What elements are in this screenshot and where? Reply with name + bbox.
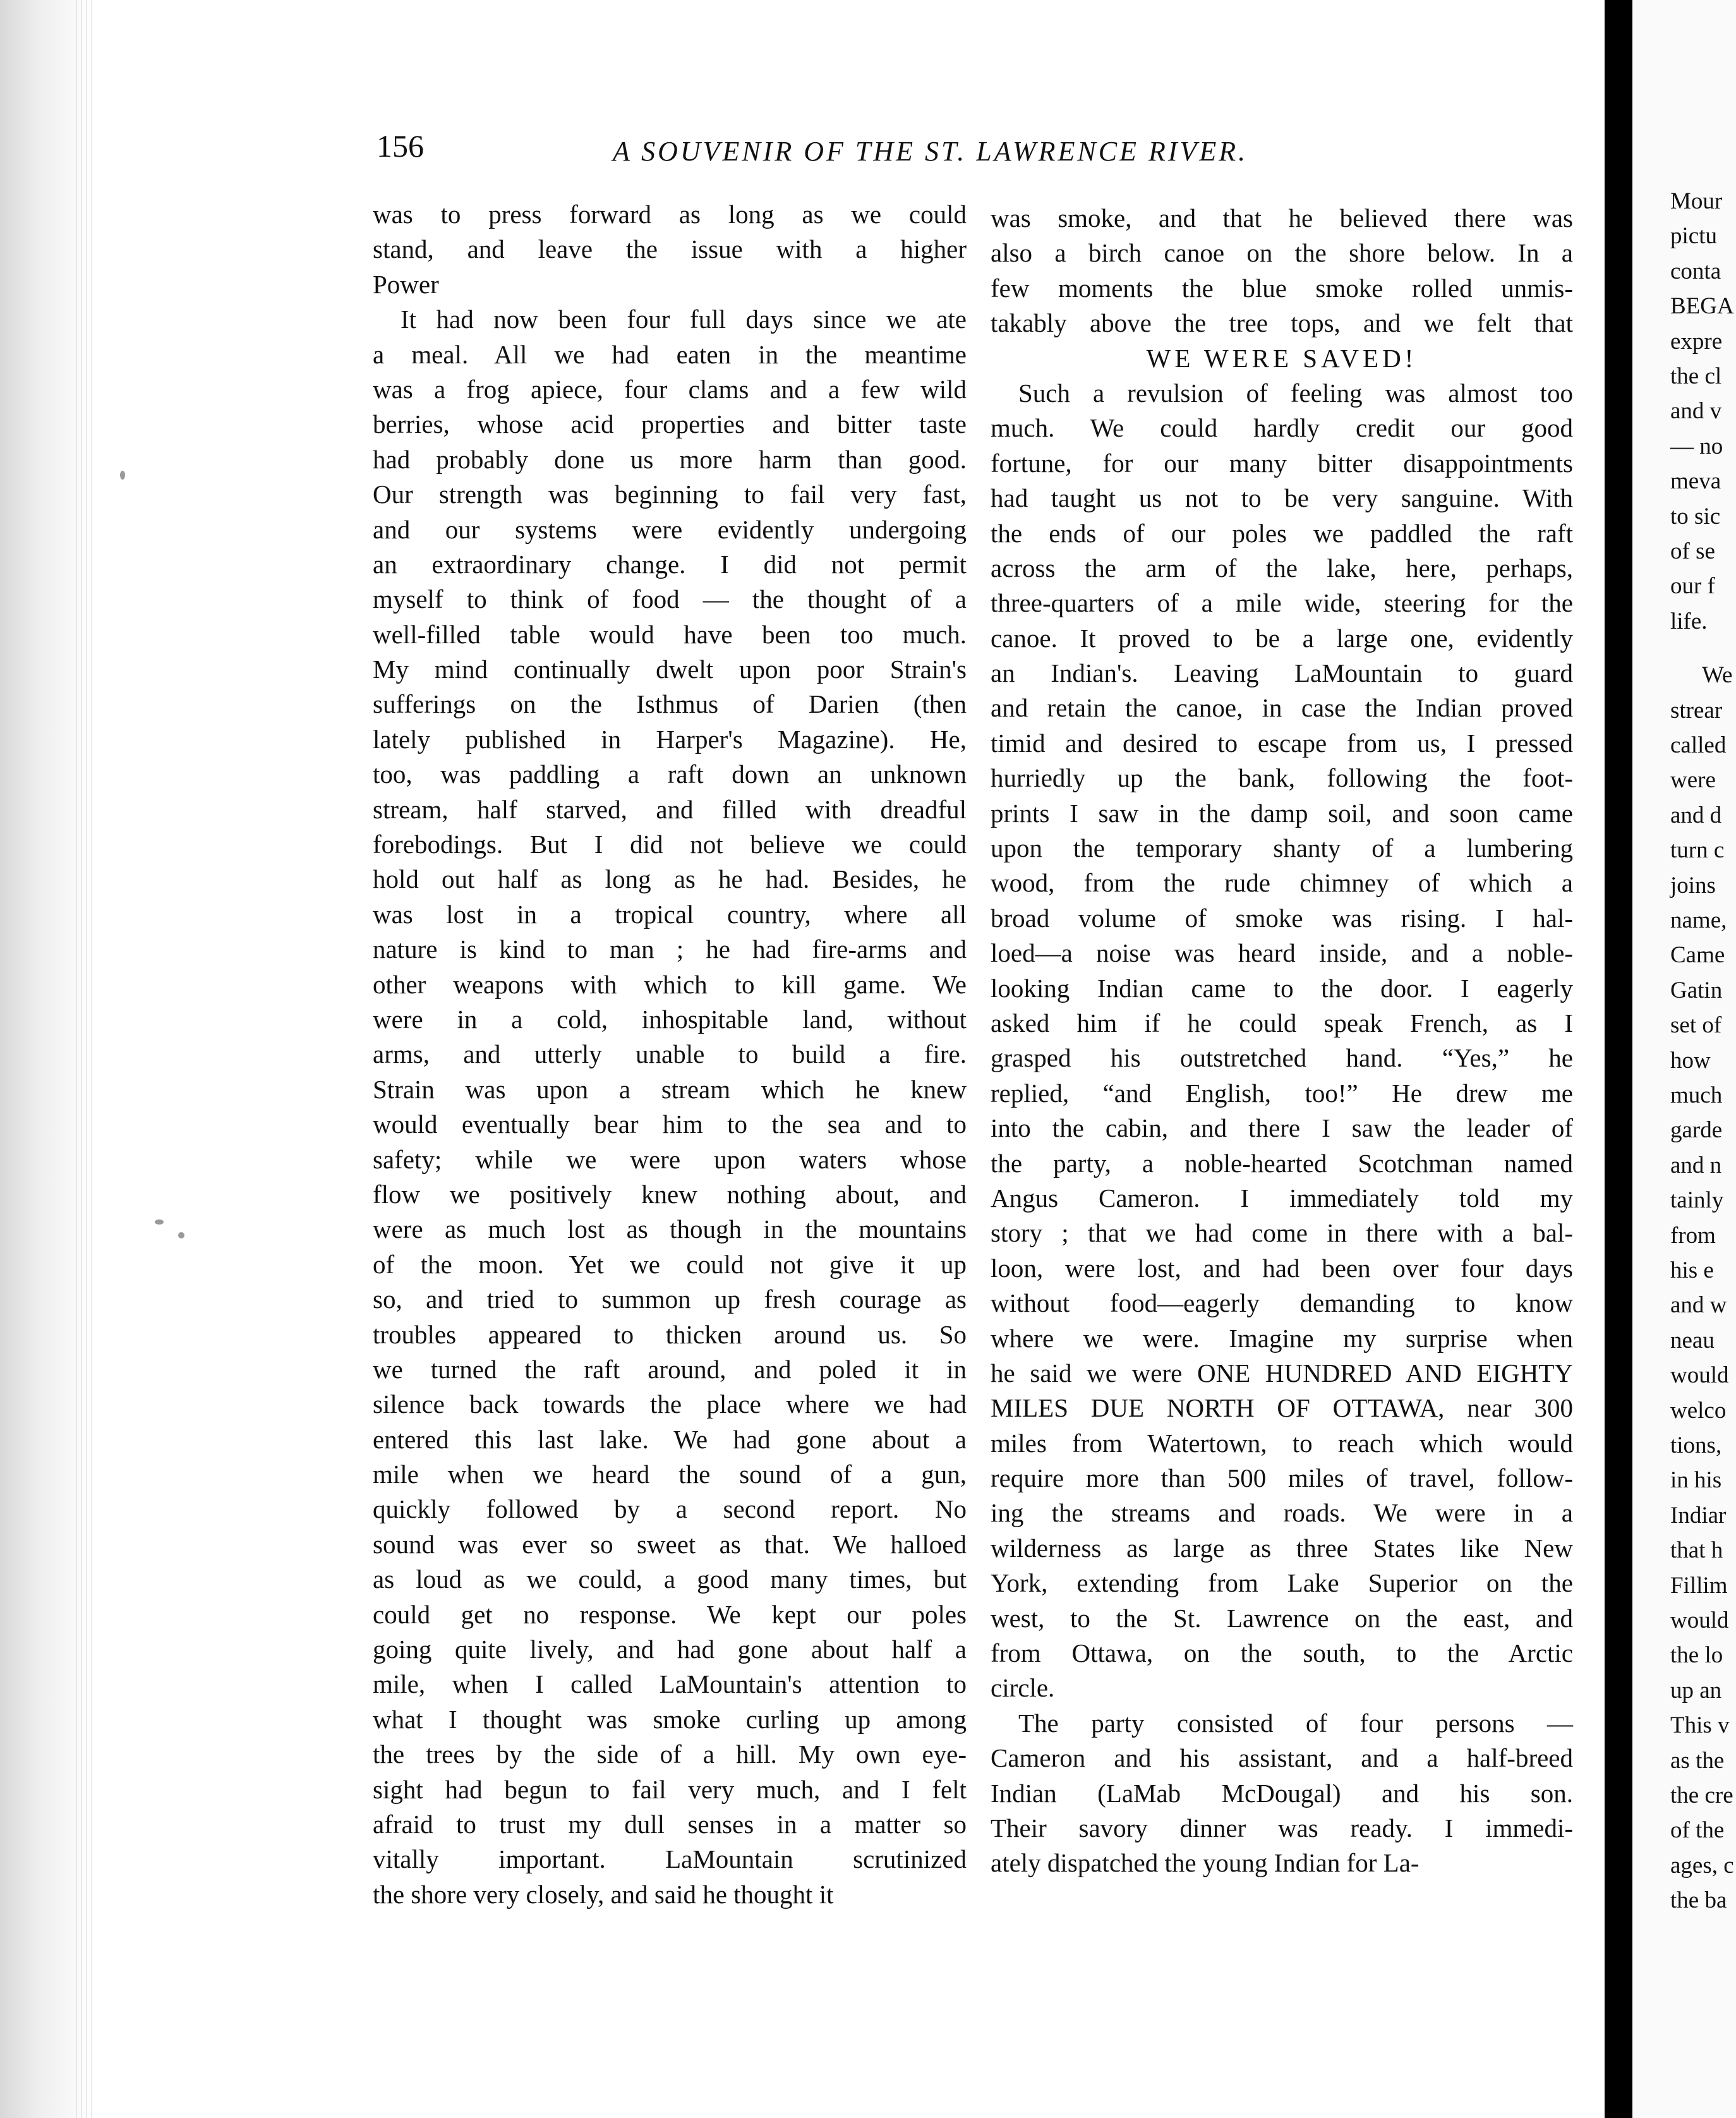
facing-page-fragment: Indiar [1670,1502,1727,1528]
text-line: York, extending from Lake Superior on the [991,1568,1573,1598]
text-line: Our strength was beginning to fail very fast, [373,480,967,509]
text-line: My mind continually dwelt upon poor Strain's [373,655,967,684]
text-line: would eventually bear him to the sea and to [373,1110,967,1139]
facing-page-fragment: the cre [1670,1782,1733,1808]
facing-page-fragment: strear [1670,697,1723,723]
facing-page-fragment: that h [1670,1537,1723,1564]
right-text-column [991,201,1573,1881]
text-line: Strain was upon a stream which he knew [373,1074,967,1104]
text-line: the shore very closely, and said he thought it [373,1879,834,1909]
facing-page-fragment: and n [1670,1152,1722,1178]
text-line: quickly followed by a second report. No [373,1494,967,1524]
text-line: an Indian's. Leaving LaMountain to guard [991,658,1573,688]
text-line: loon, were lost, and had been over four days [991,1253,1573,1283]
text-line: well-filled table would have been too much. [373,619,967,649]
text-line: and retain the canoe, in case the Indian proved [991,693,1573,723]
text-line: the trees by the side of a hill. My own eye- [373,1740,967,1769]
text-line: a meal. All we had eaten in the meantime [373,339,967,369]
facing-page-fragment: meva [1670,468,1721,495]
facing-page-fragment: to sic [1670,503,1721,530]
text-line: without food—eagerly demanding to know [991,1288,1573,1318]
text-line: MILES DUE NORTH OF OTTAWA, near 300 [991,1393,1573,1423]
facing-page-fragment: Fillim [1670,1572,1728,1599]
text-line: afraid to trust my dull senses in a matter so [373,1809,967,1839]
text-line: flow we positively knew nothing about, and [373,1179,967,1209]
text-line: we turned the raft around, and poled it in [373,1354,967,1384]
page-number: 156 [377,128,424,164]
facing-page-fragment: called [1670,732,1727,758]
text-line: wood, from the rude chimney of which a [991,868,1573,898]
text-line: myself to think of food — the thought of a [373,584,967,614]
text-line: troubles appeared to thicken around us. So [373,1319,967,1349]
text-line: miles from Watertown, to reach which would [991,1428,1573,1458]
text-line: Cameron and his assistant, and a half-breed [991,1743,1573,1773]
text-line: three-quarters of a mile wide, steering for the [991,588,1573,618]
facing-page-fragment: and w [1670,1292,1727,1319]
text-line: going quite lively, and had gone about half a [373,1635,967,1664]
facing-page-fragment: were [1670,767,1716,794]
facing-page-fragment: tainly [1670,1187,1724,1214]
page-edges [76,0,95,2118]
text-line: so, and tried to summon up fresh courage as [373,1285,967,1314]
facing-page-fragment: welco [1670,1397,1727,1424]
facing-page-fragment: and v [1670,398,1722,425]
facing-page-fragment: set of [1670,1012,1722,1039]
text-line: what I thought was smoke curling up among [373,1704,967,1734]
text-line: upon the temporary shanty of a lumbering [991,833,1573,863]
text-line: was smoke, and that he believed there was [991,203,1573,233]
facing-page-fragment: the lo [1670,1642,1723,1669]
text-line: from Ottawa, on the south, to the Arctic [991,1638,1573,1668]
facing-page-fragment: and d [1670,802,1722,828]
page-speck [178,1232,184,1238]
facing-page-fragment: We [1702,662,1733,689]
text-line: the party, a noble-hearted Scotchman named [991,1148,1573,1178]
facing-page-fragment: name, [1670,907,1727,933]
facing-page-fragment: the ba [1670,1887,1727,1914]
text-line: ing the streams and roads. We were in a [991,1498,1573,1528]
text-line: story ; that we had come in there with a bal- [991,1218,1573,1248]
text-line: The party consisted of four persons — [1018,1708,1573,1738]
text-line: and our systems were evidently undergoing [373,514,967,544]
section-heading: WE WERE SAVED! [1146,343,1418,373]
text-line: west, to the St. Lawrence on the east, and [991,1603,1573,1633]
text-line: few moments the blue smoke rolled unmis- [991,273,1573,303]
facing-page-fragment: garde [1670,1117,1723,1144]
text-line: circle. [991,1673,1055,1703]
book-spine [1605,0,1632,2118]
text-line: as loud as we could, a good many times, but [373,1564,967,1594]
text-line: other weapons with which to kill game. We [373,969,967,999]
text-line: replied, “and English, too!” He drew me [991,1078,1573,1108]
facing-page-fragment: Came [1670,942,1725,969]
text-line: sound was ever so sweet as that. We halloed [373,1529,967,1559]
text-line: mile, when I called LaMountain's attention to [373,1669,967,1699]
text-line: loed—a noise was heard inside, and a noble- [991,938,1573,968]
facing-page-fragment: how [1670,1047,1711,1074]
text-line: vitally important. LaMountain scrutinized [373,1844,967,1874]
text-line: forebodings. But I did not believe we could [373,830,967,859]
text-line: fortune, for our many bitter disappointments [991,448,1573,478]
facing-page-fragment: of se [1670,538,1715,564]
text-line: takably above the tree tops, and we felt that [991,308,1573,338]
text-line: he said we were ONE HUNDRED AND EIGHTY [991,1358,1573,1388]
facing-page-fragment: tions, [1670,1432,1722,1458]
text-line: safety; while we were upon waters whose [373,1144,967,1174]
facing-page-fragment: would [1670,1362,1729,1389]
facing-page-fragment: as the [1670,1747,1725,1774]
facing-page-fragment: neau [1670,1327,1715,1353]
text-line: Power [373,269,439,299]
text-line: canoe. It proved to be a large one, evidently [991,623,1573,653]
facing-page-fragment: would [1670,1607,1729,1633]
facing-page-fragment: from [1670,1222,1716,1249]
text-line: broad volume of smoke was rising. I hal- [991,903,1573,933]
text-line: hurriedly up the bank, following the foot- [991,763,1573,793]
text-line: It had now been four full days since we ate [401,305,967,334]
text-line: was a frog apiece, four clams and a few wild [373,374,967,404]
facing-page [1632,0,1736,2118]
text-line: also a birch canoe on the shore below. In a [991,238,1573,268]
text-line: were in a cold, inhospitable land, without [373,1004,967,1034]
text-line: timid and desired to escape from us, I pressed [991,728,1573,758]
text-line: stand, and leave the issue with a higher [373,234,967,264]
facing-page-fragment: our f [1670,573,1715,600]
facing-page-fragment: Mour [1670,188,1723,214]
left-text-column [373,197,967,1912]
facing-page-fragment: the cl [1670,363,1722,389]
text-line: an extraordinary change. I did not permit [373,549,967,579]
text-line: across the arm of the lake, here, perhaps, [991,553,1573,583]
text-line: where we were. Imagine my surprise when [991,1323,1573,1353]
facing-page-fragment: his e [1670,1257,1714,1283]
text-line: of the moon. Yet we could not give it up [373,1249,967,1279]
facing-page-fragment: expre [1670,328,1723,354]
text-line: Such a revulsion of feeling was almost too [1018,378,1573,408]
facing-page-fragment: BEGA [1670,293,1734,320]
text-line: Angus Cameron. I immediately told my [991,1183,1573,1213]
text-line: asked him if he could speak French, as I [991,1008,1573,1038]
text-line: were as much lost as though in the mountains [373,1214,967,1244]
facing-page-fragment: turn c [1670,837,1725,864]
facing-page-fragment: in his [1670,1467,1722,1494]
text-line: silence back towards the place where we had [373,1389,967,1419]
text-line: could get no response. We kept our poles [373,1599,967,1629]
text-line: ately dispatched the young Indian for La- [991,1848,1420,1878]
text-line: much. We could hardly credit our good [991,413,1573,443]
facing-page-fragment: Gatin [1670,977,1723,1003]
text-line: had taught us not to be very sanguine. With [991,483,1573,513]
facing-page-fragment: much [1670,1082,1723,1108]
page-speck [120,471,125,480]
facing-page-fragment: pictu [1670,223,1717,250]
text-line: berries, whose acid properties and bitter taste [373,409,967,439]
facing-page-fragment: of the [1670,1817,1725,1844]
text-line: Indian (LaMab McDougal) and his son. [991,1778,1573,1808]
text-line: too, was paddling a raft down an unknown [373,759,967,789]
facing-page-fragment: conta [1670,258,1721,284]
text-line: was lost in a tropical country, where all [373,899,967,929]
page-speck [155,1219,164,1225]
facing-page-fragment: life. [1670,608,1708,634]
facing-page-fragment: joins [1670,872,1716,899]
text-line: was to press forward as long as we could [373,200,967,229]
text-line: arms, and utterly unable to build a fire. [373,1039,967,1069]
text-line: grasped his outstretched hand. “Yes,” he [991,1043,1573,1073]
text-line: require more than 500 miles of travel, follow- [991,1463,1573,1493]
text-line: the ends of our poles we paddled the raft [991,518,1573,548]
text-line: prints I saw in the damp soil, and soon came [991,798,1573,828]
text-line: sight had begun to fail very much, and I felt [373,1774,967,1804]
text-line: entered this last lake. We had gone about a [373,1424,967,1454]
text-line: nature is kind to man ; he had fire-arms and [373,935,967,964]
text-line: stream, half starved, and filled with dreadful [373,794,967,824]
text-line: mile when we heard the sound of a gun, [373,1460,967,1489]
text-line: Their savory dinner was ready. I immedi- [991,1813,1573,1843]
text-line: wilderness as large as three States like New [991,1533,1573,1563]
text-line: hold out half as long as he had. Besides, he [373,864,967,894]
text-line: looking Indian came to the door. I eagerly [991,973,1573,1003]
text-line: lately published in Harper's Magazine). He, [373,724,967,754]
facing-page-fragment: ages, c [1670,1852,1734,1879]
text-line: into the cabin, and there I saw the leader of [991,1113,1573,1143]
facing-page-fragment: — no [1670,433,1723,459]
running-title: A SOUVENIR OF THE ST. LAWRENCE RIVER. [613,136,1248,167]
facing-page-fragment: up an [1670,1677,1722,1703]
text-line: sufferings on the Isthmus of Darien (then [373,689,967,719]
text-line: had probably done us more harm than good. [373,444,967,474]
facing-page-fragment: This v [1670,1712,1730,1739]
